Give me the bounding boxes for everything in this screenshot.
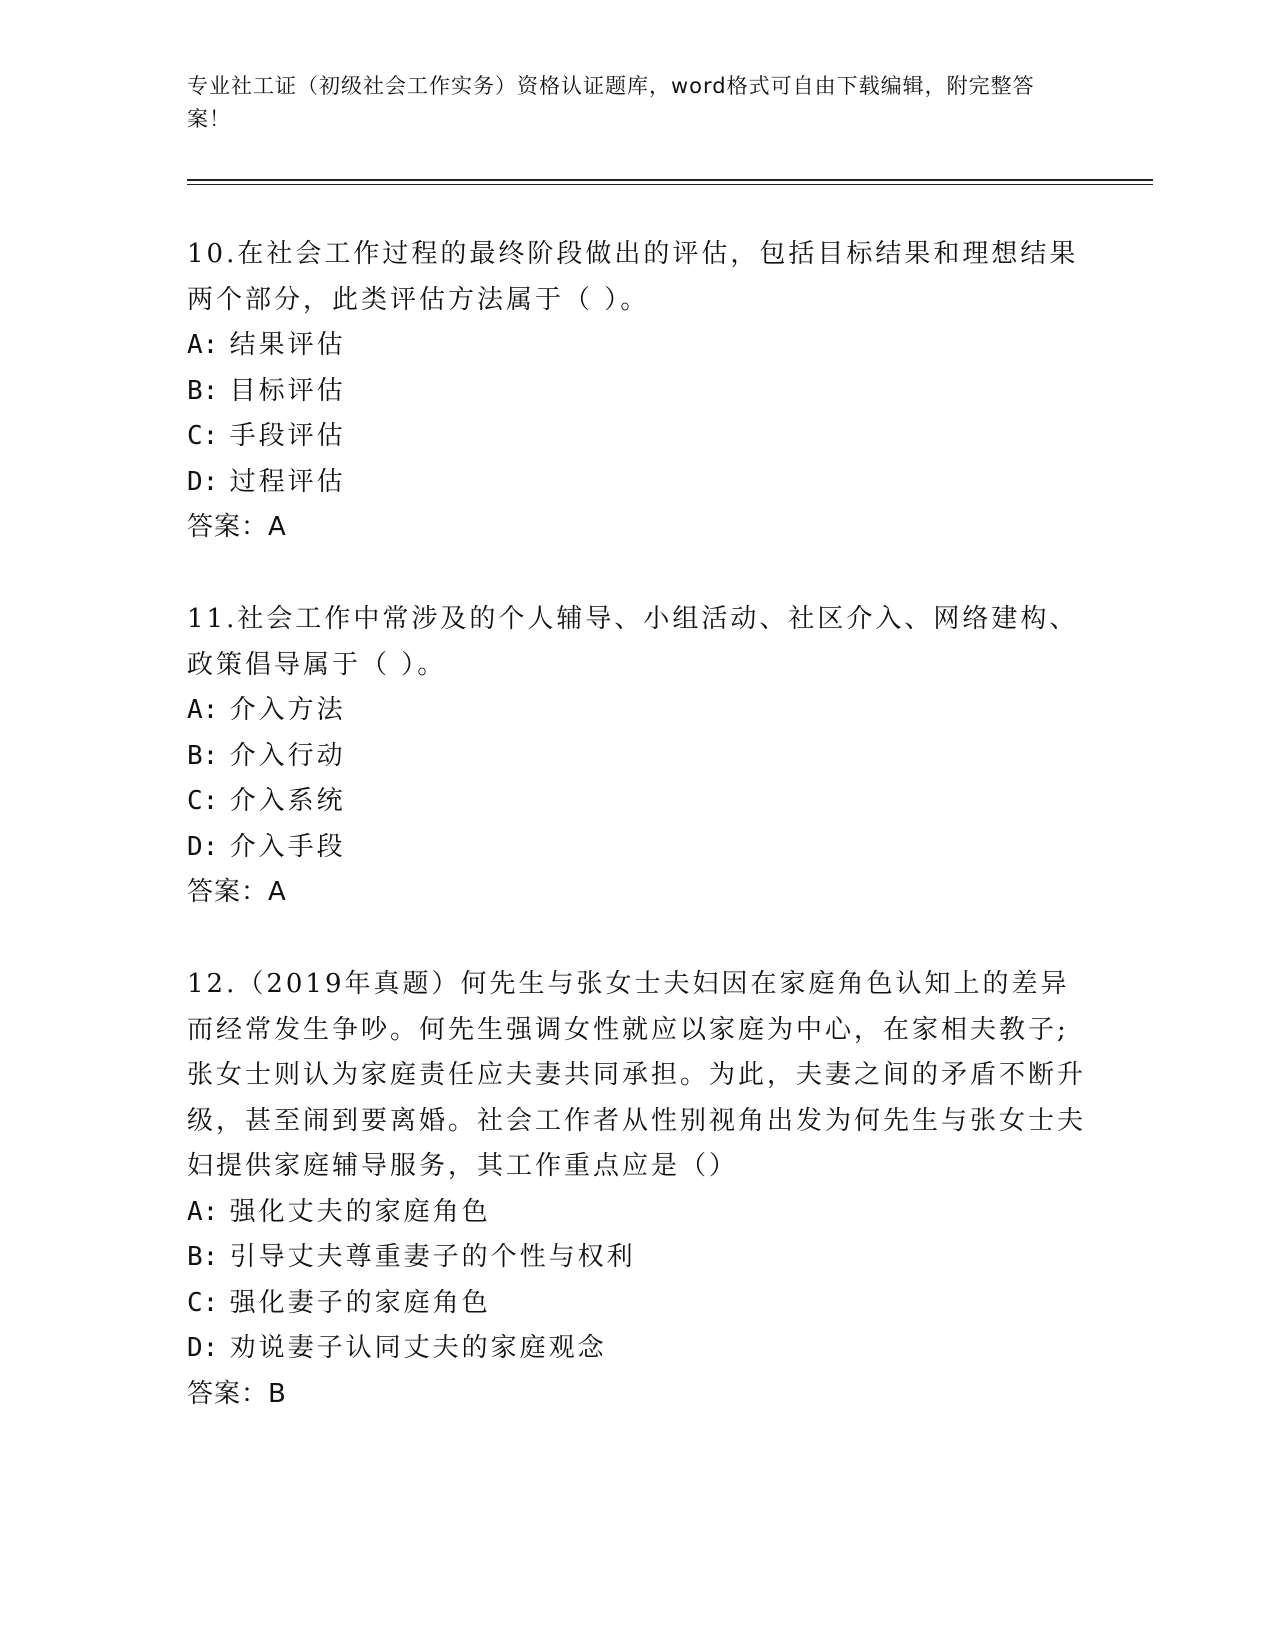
option-text: 手段评估 xyxy=(229,421,346,451)
option-label: B: xyxy=(187,740,219,771)
option-a xyxy=(187,323,1087,369)
question-stem: 12.（2019年真题）何先生与张女士夫妇因在家庭角色认知上的差异而经常发生争吵。何先生强调女性就应以家庭为中心，在家相夫教子;张女士则认为家庭责任应夫妻共同承担。为此，夫妻之间的矛盾不断升级，甚至闹到要离婚。社会工作者从性别视角出发为何先生与张女士夫妇提供家庭辅导服务，其工作重点应是（） xyxy=(187,969,1087,1181)
question-stem: 11.社会工作中常涉及的个人辅导、小组活动、社区介入、网络建构、政策倡导属于（ ）。 xyxy=(187,604,1079,680)
option-label: D: xyxy=(187,1333,219,1363)
option-c xyxy=(187,1281,1087,1327)
question-stem: 10.在社会工作过程的最终阶段做出的评估，包括目标结果和理想结果两个部分，此类评估方法属于（ ）。 xyxy=(187,239,1079,315)
option-label: C: xyxy=(187,1287,219,1318)
option-label: A: xyxy=(187,695,219,725)
option-label: D: xyxy=(187,831,219,862)
option-label: C: xyxy=(187,421,219,451)
answer-line: 答案：B xyxy=(187,1378,287,1409)
option-text: 引导丈夫尊重妻子的个性与权利 xyxy=(229,1242,636,1272)
option-text: 强化丈夫的家庭角色 xyxy=(229,1196,491,1227)
option-text: 劝说妻子认同丈夫的家庭观念 xyxy=(229,1333,607,1363)
option-d xyxy=(187,825,1087,871)
answer-line: 答案：A xyxy=(187,512,287,542)
option-label: B: xyxy=(187,1242,219,1272)
option-d xyxy=(187,460,1087,506)
option-label: D: xyxy=(187,466,219,497)
option-label: B: xyxy=(187,375,219,406)
option-text: 介入系统 xyxy=(229,786,346,816)
option-text: 介入方法 xyxy=(229,695,346,725)
question-11 xyxy=(187,597,1087,916)
header-divider-top xyxy=(187,179,1153,181)
option-label: A: xyxy=(187,330,219,360)
option-text: 目标评估 xyxy=(229,375,346,406)
option-a xyxy=(187,688,1087,734)
document-header: 专业社工证（初级社会工作实务）资格认证题库，word格式可自由下载编辑，附完整答案！ xyxy=(187,74,1035,131)
question-10 xyxy=(187,232,1087,551)
option-b xyxy=(187,1235,1087,1281)
option-d xyxy=(187,1326,1087,1372)
option-label: C: xyxy=(187,786,219,816)
option-b xyxy=(187,369,1087,415)
option-text: 结果评估 xyxy=(229,330,346,360)
option-text: 过程评估 xyxy=(229,466,346,497)
option-c xyxy=(187,779,1087,825)
option-a xyxy=(187,1190,1087,1236)
option-text: 介入行动 xyxy=(229,740,346,771)
answer-line: 答案：A xyxy=(187,877,287,907)
option-b xyxy=(187,734,1087,780)
option-text: 强化妻子的家庭角色 xyxy=(229,1287,491,1318)
option-c xyxy=(187,414,1087,460)
option-text: 介入手段 xyxy=(229,831,346,862)
header-divider-bottom xyxy=(187,184,1153,185)
question-12 xyxy=(187,962,1087,1417)
option-label: A: xyxy=(187,1196,219,1227)
